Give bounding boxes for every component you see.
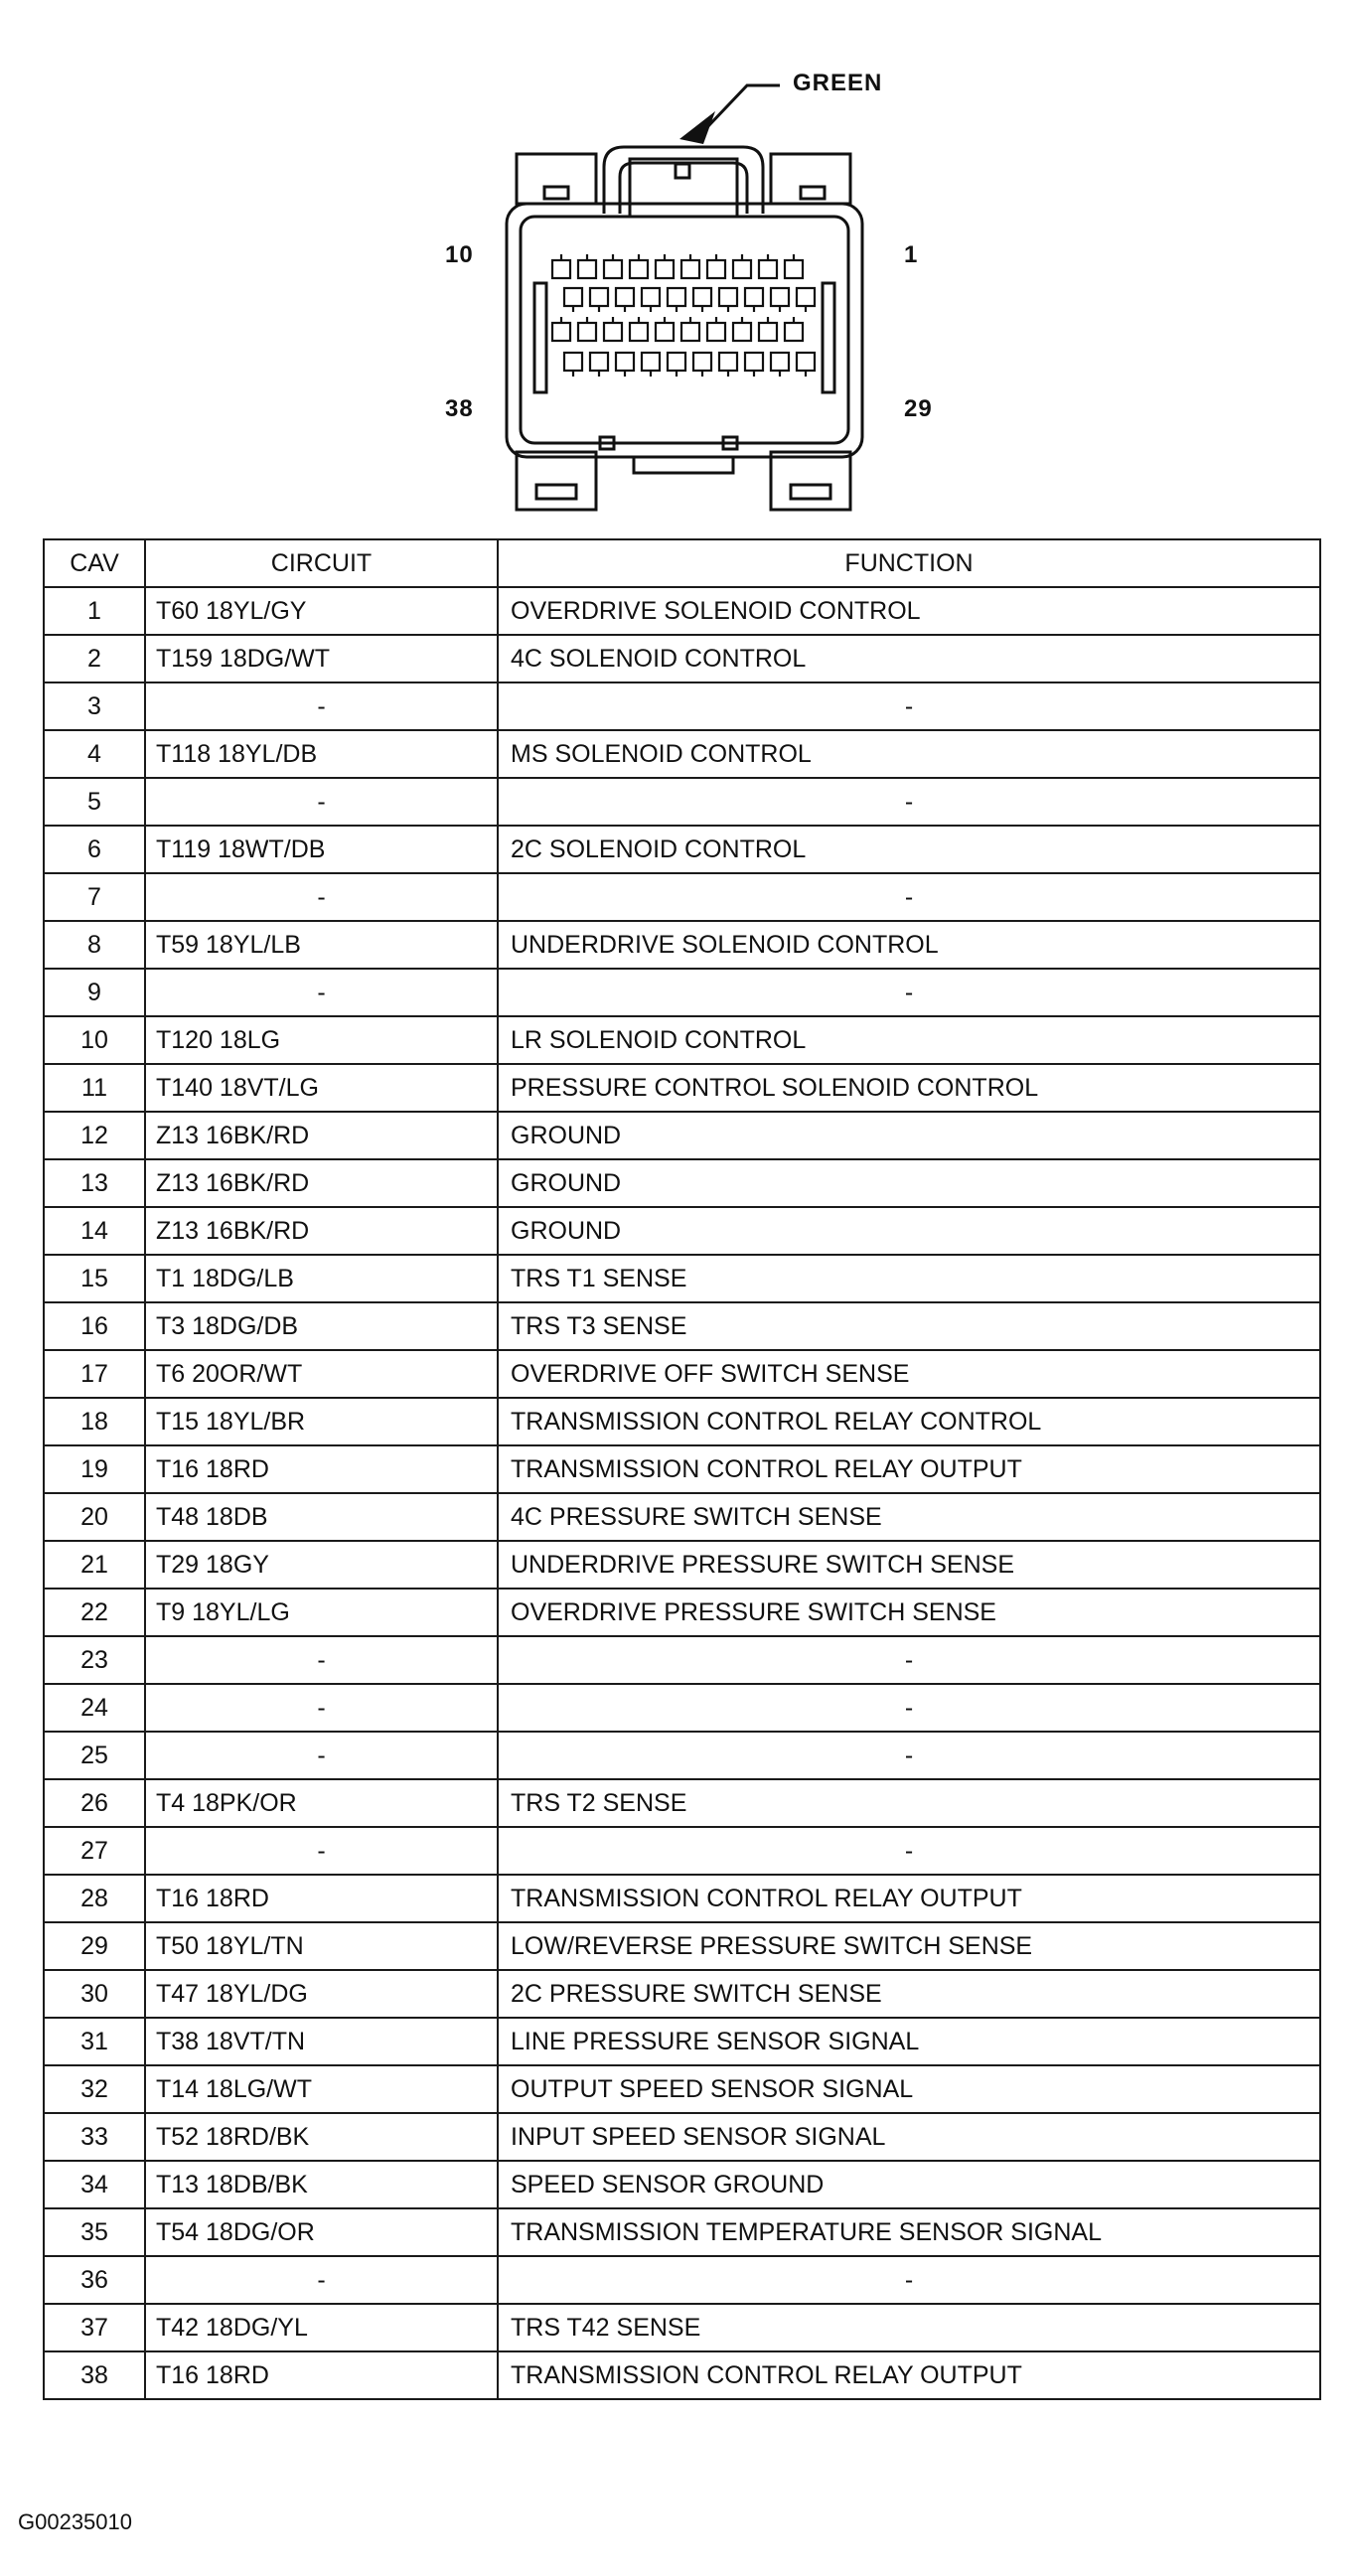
- table-row: [44, 1350, 1320, 1398]
- table-header-row: [44, 539, 1320, 587]
- function-cell: TRANSMISSION CONTROL RELAY OUTPUT: [498, 1445, 1320, 1493]
- table-row: [44, 1875, 1320, 1922]
- table-row: [44, 2304, 1320, 2351]
- table-row: [44, 1445, 1320, 1493]
- table-row: [44, 1541, 1320, 1589]
- terminal-cavity: [668, 353, 685, 371]
- figure-code: G00235010: [18, 2509, 132, 2534]
- circuit-cell: T60 18YL/GY: [145, 587, 498, 635]
- table-row: [44, 2018, 1320, 2065]
- circuit-cell: T14 18LG/WT: [145, 2065, 498, 2113]
- cav-cell: 21: [44, 1541, 145, 1589]
- table-row: [44, 969, 1320, 1016]
- circuit-cell: T48 18DB: [145, 1493, 498, 1541]
- function-cell: GROUND: [498, 1207, 1320, 1255]
- header-function: FUNCTION: [498, 539, 1320, 587]
- cav-cell: 12: [44, 1112, 145, 1159]
- cav-cell: 19: [44, 1445, 145, 1493]
- terminal-cavity: [693, 353, 711, 371]
- terminal-cavity: [578, 260, 596, 278]
- function-cell: TRS T42 SENSE: [498, 2304, 1320, 2351]
- table-row: [44, 1255, 1320, 1302]
- cav-cell: 3: [44, 682, 145, 730]
- circuit-cell: -: [145, 2256, 498, 2304]
- cav-cell: 28: [44, 1875, 145, 1922]
- callout-arrowhead: [679, 111, 715, 144]
- terminal-cavity: [616, 353, 634, 371]
- function-cell: TRANSMISSION CONTROL RELAY OUTPUT: [498, 1875, 1320, 1922]
- table-row: [44, 730, 1320, 778]
- terminal-cavity: [785, 260, 803, 278]
- terminal-cavity: [771, 353, 789, 371]
- circuit-cell: -: [145, 1684, 498, 1732]
- terminal-cavity: [552, 323, 570, 341]
- function-cell: TRS T3 SENSE: [498, 1302, 1320, 1350]
- circuit-cell: T50 18YL/TN: [145, 1922, 498, 1970]
- terminal-cavity: [590, 353, 608, 371]
- function-cell: -: [498, 778, 1320, 826]
- terminal-cavity: [630, 260, 648, 278]
- terminal-cavity: [642, 288, 660, 306]
- table-row: [44, 1732, 1320, 1779]
- cav-cell: 14: [44, 1207, 145, 1255]
- connector-face-drawing: [0, 0, 1356, 527]
- circuit-cell: T16 18RD: [145, 2351, 498, 2399]
- cav-cell: 23: [44, 1636, 145, 1684]
- table-row: [44, 1589, 1320, 1636]
- circuit-cell: T38 18VT/TN: [145, 2018, 498, 2065]
- table-row: [44, 1112, 1320, 1159]
- cav-cell: 15: [44, 1255, 145, 1302]
- table-row: [44, 1779, 1320, 1827]
- circuit-cell: T15 18YL/BR: [145, 1398, 498, 1445]
- terminal-cavity: [552, 260, 570, 278]
- circuit-cell: -: [145, 778, 498, 826]
- function-cell: -: [498, 1827, 1320, 1875]
- function-cell: LINE PRESSURE SENSOR SIGNAL: [498, 2018, 1320, 2065]
- terminal-cavity: [719, 288, 737, 306]
- terminal-cavity: [604, 260, 622, 278]
- table-row: [44, 1970, 1320, 2018]
- function-cell: LR SOLENOID CONTROL: [498, 1016, 1320, 1064]
- header-circuit: CIRCUIT: [145, 539, 498, 587]
- table-row: [44, 1016, 1320, 1064]
- cavity-label-bottom-left: 38: [445, 395, 474, 422]
- cav-cell: 10: [44, 1016, 145, 1064]
- function-cell: MS SOLENOID CONTROL: [498, 730, 1320, 778]
- circuit-cell: Z13 16BK/RD: [145, 1207, 498, 1255]
- circuit-cell: T120 18LG: [145, 1016, 498, 1064]
- table-row: [44, 1302, 1320, 1350]
- function-cell: -: [498, 1684, 1320, 1732]
- terminal-cavity: [797, 288, 815, 306]
- pinout-table-body: [44, 587, 1320, 2399]
- terminal-cavity: [578, 323, 596, 341]
- function-cell: 4C SOLENOID CONTROL: [498, 635, 1320, 682]
- terminal-cavity: [681, 260, 699, 278]
- function-cell: OVERDRIVE PRESSURE SWITCH SENSE: [498, 1589, 1320, 1636]
- table-row: [44, 2351, 1320, 2399]
- terminal-cavity: [759, 323, 777, 341]
- circuit-cell: T16 18RD: [145, 1445, 498, 1493]
- cav-cell: 13: [44, 1159, 145, 1207]
- function-cell: 2C PRESSURE SWITCH SENSE: [498, 1970, 1320, 2018]
- circuit-cell: T54 18DG/OR: [145, 2208, 498, 2256]
- function-cell: TRANSMISSION CONTROL RELAY CONTROL: [498, 1398, 1320, 1445]
- cav-cell: 16: [44, 1302, 145, 1350]
- table-row: [44, 2065, 1320, 2113]
- function-cell: PRESSURE CONTROL SOLENOID CONTROL: [498, 1064, 1320, 1112]
- cav-cell: 2: [44, 635, 145, 682]
- function-cell: 2C SOLENOID CONTROL: [498, 826, 1320, 873]
- callout-label: GREEN: [793, 70, 883, 96]
- function-cell: LOW/REVERSE PRESSURE SWITCH SENSE: [498, 1922, 1320, 1970]
- function-cell: 4C PRESSURE SWITCH SENSE: [498, 1493, 1320, 1541]
- cav-cell: 30: [44, 1970, 145, 2018]
- terminal-cavity: [693, 288, 711, 306]
- terminal-cavity: [707, 260, 725, 278]
- circuit-cell: -: [145, 682, 498, 730]
- terminal-cavity: [719, 353, 737, 371]
- circuit-cell: T29 18GY: [145, 1541, 498, 1589]
- circuit-cell: -: [145, 969, 498, 1016]
- terminal-cavity: [564, 288, 582, 306]
- table-row: [44, 1636, 1320, 1684]
- table-row: [44, 921, 1320, 969]
- cav-cell: 4: [44, 730, 145, 778]
- cav-cell: 11: [44, 1064, 145, 1112]
- function-cell: OVERDRIVE SOLENOID CONTROL: [498, 587, 1320, 635]
- function-cell: -: [498, 969, 1320, 1016]
- cav-cell: 17: [44, 1350, 145, 1398]
- terminal-cavity: [681, 323, 699, 341]
- cav-cell: 7: [44, 873, 145, 921]
- table-row: [44, 1827, 1320, 1875]
- terminal-cavity: [733, 260, 751, 278]
- terminal-cavities: [552, 254, 815, 377]
- cavity-label-top-right: 1: [904, 241, 919, 268]
- table-row: [44, 1207, 1320, 1255]
- table-row: [44, 682, 1320, 730]
- cav-cell: 9: [44, 969, 145, 1016]
- circuit-cell: T59 18YL/LB: [145, 921, 498, 969]
- table-row: [44, 1493, 1320, 1541]
- terminal-cavity: [745, 288, 763, 306]
- table-row: [44, 2256, 1320, 2304]
- circuit-cell: T118 18YL/DB: [145, 730, 498, 778]
- circuit-cell: T119 18WT/DB: [145, 826, 498, 873]
- circuit-cell: T42 18DG/YL: [145, 2304, 498, 2351]
- function-cell: TRS T1 SENSE: [498, 1255, 1320, 1302]
- terminal-cavity: [668, 288, 685, 306]
- terminal-cavity: [642, 353, 660, 371]
- cav-cell: 36: [44, 2256, 145, 2304]
- cav-cell: 1: [44, 587, 145, 635]
- cav-cell: 31: [44, 2018, 145, 2065]
- function-cell: OVERDRIVE OFF SWITCH SENSE: [498, 1350, 1320, 1398]
- connector-diagram: [0, 0, 1356, 527]
- function-cell: SPEED SENSOR GROUND: [498, 2161, 1320, 2208]
- cav-cell: 25: [44, 1732, 145, 1779]
- cavity-label-top-left: 10: [445, 241, 474, 268]
- circuit-cell: T1 18DG/LB: [145, 1255, 498, 1302]
- table-row: [44, 2161, 1320, 2208]
- circuit-cell: T6 20OR/WT: [145, 1350, 498, 1398]
- circuit-cell: T3 18DG/DB: [145, 1302, 498, 1350]
- terminal-cavity: [604, 323, 622, 341]
- table-row: [44, 826, 1320, 873]
- function-cell: -: [498, 873, 1320, 921]
- header-cav: CAV: [44, 539, 145, 587]
- cav-cell: 18: [44, 1398, 145, 1445]
- cav-cell: 20: [44, 1493, 145, 1541]
- terminal-cavity: [771, 288, 789, 306]
- terminal-cavity: [590, 288, 608, 306]
- cav-cell: 8: [44, 921, 145, 969]
- function-cell: -: [498, 1636, 1320, 1684]
- table-row: [44, 1922, 1320, 1970]
- cav-cell: 5: [44, 778, 145, 826]
- table-row: [44, 1398, 1320, 1445]
- cav-cell: 37: [44, 2304, 145, 2351]
- table-row: [44, 1684, 1320, 1732]
- cav-cell: 29: [44, 1922, 145, 1970]
- circuit-cell: T16 18RD: [145, 1875, 498, 1922]
- circuit-cell: T159 18DG/WT: [145, 635, 498, 682]
- cav-cell: 6: [44, 826, 145, 873]
- function-cell: OUTPUT SPEED SENSOR SIGNAL: [498, 2065, 1320, 2113]
- callout-leader: [707, 85, 780, 127]
- circuit-cell: Z13 16BK/RD: [145, 1112, 498, 1159]
- cavity-label-bottom-right: 29: [904, 395, 933, 422]
- circuit-cell: T4 18PK/OR: [145, 1779, 498, 1827]
- table-row: [44, 2208, 1320, 2256]
- terminal-cavity: [564, 353, 582, 371]
- circuit-cell: T140 18VT/LG: [145, 1064, 498, 1112]
- function-cell: -: [498, 2256, 1320, 2304]
- cav-cell: 24: [44, 1684, 145, 1732]
- circuit-cell: -: [145, 873, 498, 921]
- cav-cell: 34: [44, 2161, 145, 2208]
- cav-cell: 26: [44, 1779, 145, 1827]
- function-cell: GROUND: [498, 1112, 1320, 1159]
- terminal-cavity: [797, 353, 815, 371]
- function-cell: GROUND: [498, 1159, 1320, 1207]
- function-cell: -: [498, 1732, 1320, 1779]
- pinout-table: [43, 538, 1321, 2400]
- circuit-cell: T9 18YL/LG: [145, 1589, 498, 1636]
- function-cell: TRANSMISSION CONTROL RELAY OUTPUT: [498, 2351, 1320, 2399]
- circuit-cell: T13 18DB/BK: [145, 2161, 498, 2208]
- cav-cell: 38: [44, 2351, 145, 2399]
- cav-cell: 35: [44, 2208, 145, 2256]
- terminal-cavity: [759, 260, 777, 278]
- table-row: [44, 2113, 1320, 2161]
- function-cell: UNDERDRIVE PRESSURE SWITCH SENSE: [498, 1541, 1320, 1589]
- table-row: [44, 778, 1320, 826]
- circuit-cell: -: [145, 1732, 498, 1779]
- circuit-cell: T52 18RD/BK: [145, 2113, 498, 2161]
- cav-cell: 32: [44, 2065, 145, 2113]
- terminal-cavity: [656, 260, 674, 278]
- table-row: [44, 873, 1320, 921]
- table-row: [44, 587, 1320, 635]
- table-row: [44, 1159, 1320, 1207]
- cav-cell: 27: [44, 1827, 145, 1875]
- circuit-cell: -: [145, 1636, 498, 1684]
- function-cell: TRS T2 SENSE: [498, 1779, 1320, 1827]
- cav-cell: 22: [44, 1589, 145, 1636]
- terminal-cavity: [785, 323, 803, 341]
- function-cell: INPUT SPEED SENSOR SIGNAL: [498, 2113, 1320, 2161]
- terminal-cavity: [656, 323, 674, 341]
- terminal-cavity: [630, 323, 648, 341]
- terminal-cavity: [733, 323, 751, 341]
- terminal-cavity: [616, 288, 634, 306]
- terminal-cavity: [745, 353, 763, 371]
- table-row: [44, 1064, 1320, 1112]
- terminal-cavity: [707, 323, 725, 341]
- cav-cell: 33: [44, 2113, 145, 2161]
- circuit-cell: -: [145, 1827, 498, 1875]
- function-cell: TRANSMISSION TEMPERATURE SENSOR SIGNAL: [498, 2208, 1320, 2256]
- function-cell: UNDERDRIVE SOLENOID CONTROL: [498, 921, 1320, 969]
- function-cell: -: [498, 682, 1320, 730]
- circuit-cell: Z13 16BK/RD: [145, 1159, 498, 1207]
- circuit-cell: T47 18YL/DG: [145, 1970, 498, 2018]
- table-row: [44, 635, 1320, 682]
